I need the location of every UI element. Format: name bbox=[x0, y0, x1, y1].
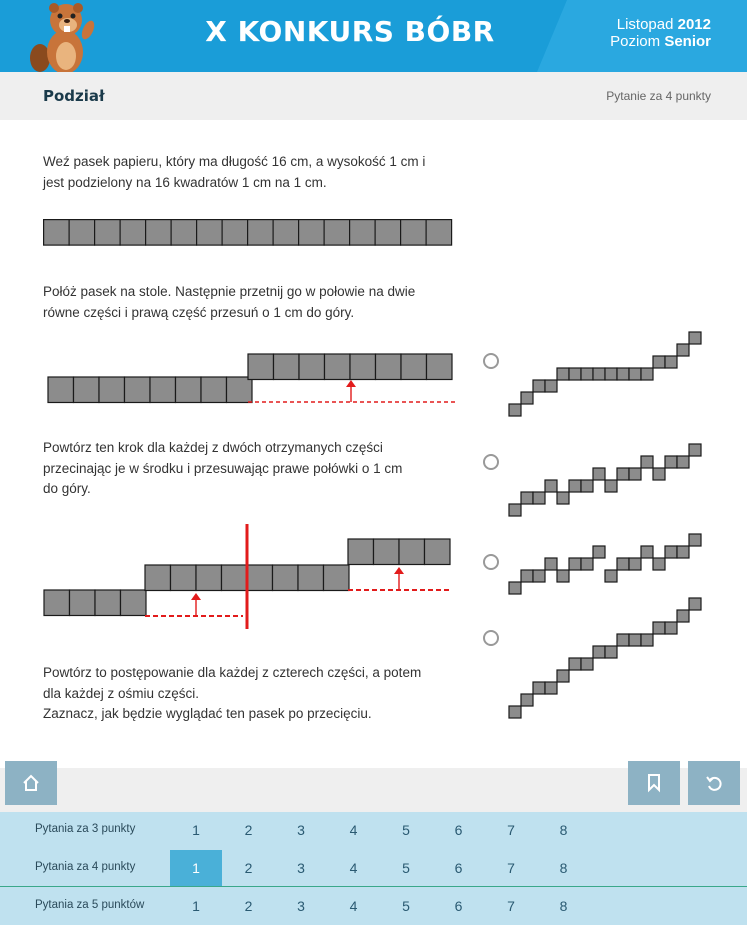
strip-square bbox=[509, 404, 521, 416]
strip-square bbox=[641, 456, 653, 468]
strip-square bbox=[557, 670, 569, 682]
question-number-button[interactable]: 5 bbox=[402, 860, 410, 876]
strip-square bbox=[247, 565, 273, 591]
strip-square bbox=[629, 468, 641, 480]
strip-square bbox=[569, 658, 581, 670]
answer-c-radio[interactable] bbox=[483, 554, 499, 570]
strip-square bbox=[274, 354, 300, 380]
strip-square bbox=[427, 354, 453, 380]
strip-square bbox=[273, 220, 299, 246]
strip-square bbox=[605, 646, 617, 658]
question-number-button[interactable]: 1 bbox=[192, 822, 200, 838]
home-icon bbox=[22, 774, 40, 792]
strip-square bbox=[653, 356, 665, 368]
strip-square bbox=[325, 354, 351, 380]
strip-square bbox=[125, 377, 151, 403]
instruction-paragraph-2 bbox=[43, 282, 463, 323]
paper-strip-figure bbox=[43, 219, 453, 247]
strip-square bbox=[677, 344, 689, 356]
pager-row bbox=[0, 812, 747, 849]
question-number-button[interactable]: 2 bbox=[244, 822, 253, 838]
strip-square bbox=[248, 354, 274, 380]
strip-square bbox=[569, 480, 581, 492]
question-number-button[interactable]: 6 bbox=[454, 822, 463, 838]
strip-square bbox=[665, 622, 677, 634]
answer-a-radio[interactable] bbox=[483, 353, 499, 369]
task-points-label: Pytanie za 4 punkty bbox=[606, 89, 711, 103]
strip-square bbox=[569, 558, 581, 570]
strip-square bbox=[222, 220, 248, 246]
question-number-button[interactable]: 6 bbox=[454, 860, 463, 876]
strip-square bbox=[273, 565, 299, 591]
strip-square bbox=[533, 570, 545, 582]
home-button[interactable] bbox=[5, 761, 57, 805]
strip-square bbox=[617, 558, 629, 570]
strip-square bbox=[545, 682, 557, 694]
strip-square bbox=[99, 377, 125, 403]
text-line: równe części i prawą część przesuń o 1 cm do góry. bbox=[43, 304, 355, 320]
question-number-button[interactable]: 2 bbox=[244, 860, 253, 876]
strip-square bbox=[150, 377, 176, 403]
question-number-button[interactable]: 8 bbox=[559, 860, 568, 876]
strip-square bbox=[401, 354, 427, 380]
text-line: jest podzielony na 16 kwadratów 1 cm na 1 cm. bbox=[43, 174, 327, 190]
strip-square bbox=[521, 694, 533, 706]
strip-square bbox=[74, 377, 100, 403]
strip-square bbox=[677, 546, 689, 558]
strip-square bbox=[545, 558, 557, 570]
strip-square bbox=[298, 565, 324, 591]
strip-square bbox=[509, 582, 521, 594]
strip-square bbox=[426, 220, 452, 246]
strip-square bbox=[665, 456, 677, 468]
text-line: Zaznacz, jak będzie wyglądać ten pasek po przecięciu. bbox=[43, 706, 372, 721]
pager-row bbox=[0, 850, 747, 887]
strip-square bbox=[324, 220, 350, 246]
question-number-button[interactable]: 4 bbox=[349, 898, 358, 914]
strip-square bbox=[581, 558, 593, 570]
strip-square bbox=[201, 377, 227, 403]
question-number-button[interactable]: 3 bbox=[297, 860, 305, 876]
level-name: Senior bbox=[664, 33, 711, 50]
strip-square bbox=[197, 220, 223, 246]
strip-square bbox=[299, 220, 325, 246]
strip-square bbox=[581, 658, 593, 670]
strip-square bbox=[121, 590, 147, 616]
strip-square bbox=[146, 220, 172, 246]
strip-square bbox=[401, 220, 427, 246]
pager-row bbox=[0, 888, 747, 925]
strip-square bbox=[248, 220, 274, 246]
strip-square bbox=[44, 590, 70, 616]
answer-d-radio[interactable] bbox=[483, 630, 499, 646]
answer-c-figure[interactable] bbox=[508, 536, 698, 596]
text-line: Połóż pasek na stole. Następnie przetnij go w połowie na dwie bbox=[43, 284, 416, 299]
shift-arrow-head bbox=[346, 380, 356, 387]
strip-square bbox=[653, 468, 665, 480]
answer-b-radio[interactable] bbox=[483, 454, 499, 470]
strip-square bbox=[120, 220, 146, 246]
strip-square bbox=[521, 392, 533, 404]
strip-square bbox=[70, 590, 96, 616]
strip-square bbox=[593, 468, 605, 480]
strip-square bbox=[689, 444, 701, 456]
text-line: przecinając je w środku i przesuwając prawe połówki o 1 cm bbox=[43, 460, 403, 476]
strip-square bbox=[545, 480, 557, 492]
strip-square bbox=[227, 377, 253, 403]
strip-square bbox=[617, 634, 629, 646]
strip-square bbox=[171, 565, 197, 591]
strip-square bbox=[350, 354, 376, 380]
strip-square bbox=[581, 368, 593, 380]
strip-square bbox=[605, 368, 617, 380]
task-title: Podział bbox=[43, 87, 105, 105]
answer-b-figure[interactable] bbox=[508, 435, 698, 517]
edition-info bbox=[610, 16, 711, 50]
bookmark-icon bbox=[647, 774, 661, 792]
strip-square bbox=[375, 220, 401, 246]
strip-square bbox=[69, 220, 95, 246]
text-line: Powtórz ten krok dla każdej z dwóch otrzymanych części bbox=[43, 440, 383, 455]
strip-square bbox=[665, 546, 677, 558]
strip-square bbox=[677, 456, 689, 468]
strip-square bbox=[509, 706, 521, 718]
strip-square bbox=[374, 539, 400, 565]
strip-square bbox=[557, 570, 569, 582]
question-number-button[interactable]: 3 bbox=[297, 822, 305, 838]
strip-square bbox=[629, 368, 641, 380]
second-cut-figure bbox=[43, 524, 463, 634]
strip-square bbox=[196, 565, 222, 591]
first-cut-figure bbox=[43, 350, 463, 410]
question-number-button[interactable]: 1 bbox=[192, 898, 200, 914]
strip-square bbox=[557, 368, 569, 380]
question-number-button[interactable]: 8 bbox=[559, 898, 568, 914]
strip-square bbox=[617, 468, 629, 480]
answer-a-figure[interactable] bbox=[508, 336, 698, 418]
strip-square bbox=[222, 565, 248, 591]
strip-square bbox=[376, 354, 402, 380]
strip-square bbox=[348, 539, 374, 565]
strip-square bbox=[545, 380, 557, 392]
strip-square bbox=[605, 570, 617, 582]
strip-square bbox=[689, 332, 701, 344]
strip-square bbox=[677, 610, 689, 622]
strip-square bbox=[593, 368, 605, 380]
question-pager bbox=[0, 812, 747, 925]
strip-square bbox=[617, 368, 629, 380]
strip-square bbox=[569, 368, 581, 380]
text-line: Powtórz to postępowanie dla każdej z czterech części, a potem bbox=[43, 665, 422, 680]
question-number-button[interactable]: 4 bbox=[349, 822, 358, 838]
pager-row-label: Pytania za 5 punktów bbox=[35, 899, 145, 911]
strip-square bbox=[509, 504, 521, 516]
instruction-paragraph-1 bbox=[43, 152, 463, 193]
strip-square bbox=[665, 356, 677, 368]
question-number-button[interactable]: 7 bbox=[507, 822, 515, 838]
question-number-button[interactable]: 7 bbox=[507, 860, 515, 876]
strip-square bbox=[95, 590, 121, 616]
strip-square bbox=[641, 368, 653, 380]
question-number-button[interactable]: 2 bbox=[244, 898, 253, 914]
question-number-button[interactable]: 4 bbox=[349, 860, 358, 876]
divider bbox=[0, 886, 747, 887]
bookmark-button[interactable] bbox=[628, 761, 680, 805]
strip-square bbox=[533, 492, 545, 504]
strip-square bbox=[557, 492, 569, 504]
contest-title: X KONKURS BÓBR bbox=[205, 15, 495, 48]
strip-square bbox=[171, 220, 197, 246]
contest-header bbox=[0, 0, 747, 72]
strip-square bbox=[641, 634, 653, 646]
shift-arrow-head bbox=[394, 567, 404, 574]
strip-square bbox=[689, 534, 701, 546]
strip-square bbox=[324, 565, 350, 591]
strip-square bbox=[689, 598, 701, 610]
pager-row-label: Pytania za 3 punkty bbox=[35, 823, 136, 835]
question-number-button[interactable]: 8 bbox=[559, 822, 568, 838]
strip-square bbox=[653, 558, 665, 570]
text-line: Weź pasek papieru, który ma długość 16 cm, a wysokość 1 cm i bbox=[43, 154, 426, 169]
strip-square bbox=[521, 492, 533, 504]
strip-square bbox=[653, 622, 665, 634]
task-bar bbox=[0, 72, 747, 120]
question-number-button[interactable]: 1 bbox=[170, 850, 222, 887]
shift-arrow-head bbox=[191, 593, 201, 600]
undo-button[interactable] bbox=[688, 761, 740, 805]
answer-d-figure[interactable] bbox=[508, 612, 698, 720]
strip-square bbox=[145, 565, 171, 591]
strip-square bbox=[581, 480, 593, 492]
question-number-button[interactable]: 5 bbox=[402, 898, 410, 914]
strip-square bbox=[48, 377, 74, 403]
pager-row-label: Pytania za 4 punkty bbox=[35, 861, 136, 873]
strip-square bbox=[641, 546, 653, 558]
instruction-paragraph-3 bbox=[43, 438, 463, 500]
strip-square bbox=[533, 380, 545, 392]
strip-square bbox=[605, 480, 617, 492]
instruction-paragraph-4 bbox=[43, 663, 463, 725]
strip-square bbox=[629, 558, 641, 570]
question-number-button[interactable]: 5 bbox=[402, 822, 410, 838]
strip-square bbox=[533, 682, 545, 694]
question-number-button[interactable]: 3 bbox=[297, 898, 305, 914]
text-line: do góry. bbox=[43, 481, 91, 496]
strip-square bbox=[399, 539, 425, 565]
strip-square bbox=[593, 646, 605, 658]
strip-square bbox=[629, 634, 641, 646]
question-number-button[interactable]: 7 bbox=[507, 898, 515, 914]
strip-square bbox=[593, 546, 605, 558]
edition-year: 2012 bbox=[677, 16, 711, 33]
strip-square bbox=[44, 220, 70, 246]
strip-square bbox=[176, 377, 202, 403]
strip-square bbox=[521, 570, 533, 582]
strip-square bbox=[350, 220, 376, 246]
strip-square bbox=[95, 220, 121, 246]
undo-icon bbox=[705, 774, 723, 792]
text-line: dla każdej z ośmiu części. bbox=[43, 685, 200, 701]
strip-square bbox=[299, 354, 325, 380]
edition-month: Listopad bbox=[616, 16, 674, 33]
level-prefix: Poziom bbox=[610, 33, 661, 50]
question-number-button[interactable]: 6 bbox=[454, 898, 463, 914]
strip-square bbox=[425, 539, 451, 565]
